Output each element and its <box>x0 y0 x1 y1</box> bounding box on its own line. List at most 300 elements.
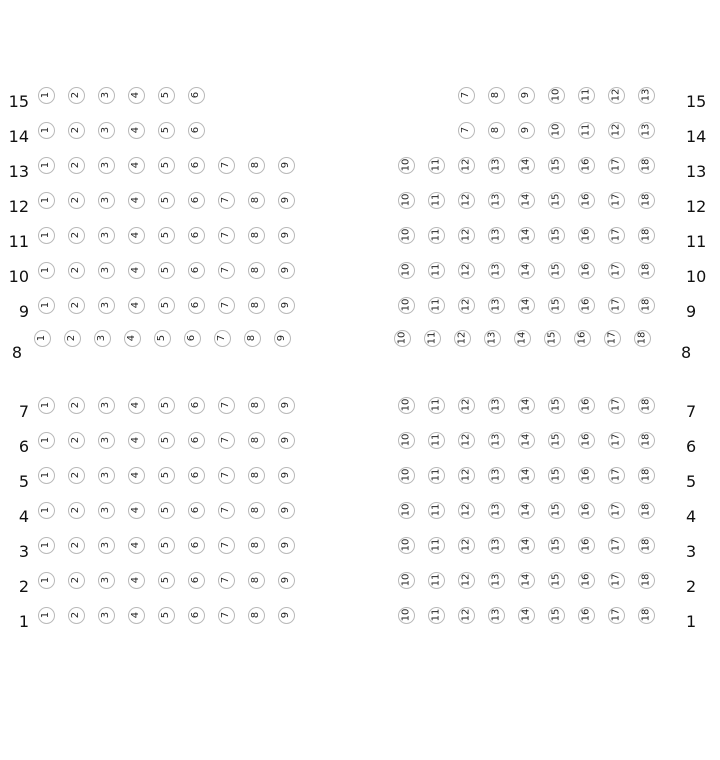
seat-row-9-15[interactable] <box>548 297 565 314</box>
seat-row-6-16[interactable] <box>578 432 595 449</box>
seat-row-1-18[interactable] <box>638 607 655 624</box>
seat-row-13-4[interactable] <box>128 157 145 174</box>
seat-row-3-15[interactable] <box>548 537 565 554</box>
seat-row-2-14[interactable] <box>518 572 535 589</box>
seat-row-6-14[interactable] <box>518 432 535 449</box>
seat-row-12-8[interactable] <box>248 192 265 209</box>
seat-row-1-3[interactable] <box>98 607 115 624</box>
seat-row-5-16[interactable] <box>578 467 595 484</box>
seat-row-11-11[interactable] <box>428 227 445 244</box>
seat-row-10-1[interactable] <box>38 262 55 279</box>
seat-row-8-4[interactable] <box>124 330 141 347</box>
seat-row-1-2[interactable] <box>68 607 85 624</box>
seat-row-15-2[interactable] <box>68 87 85 104</box>
seat-row-12-3[interactable] <box>98 192 115 209</box>
seat-row-3-3[interactable] <box>98 537 115 554</box>
seat-row-4-8[interactable] <box>248 502 265 519</box>
seat-row-9-18[interactable] <box>638 297 655 314</box>
seat-row-9-13[interactable] <box>488 297 505 314</box>
seat-row-7-13[interactable] <box>488 397 505 414</box>
seat-row-13-16[interactable] <box>578 157 595 174</box>
seat-number: 11 <box>429 433 441 447</box>
seat-number: 9 <box>276 334 287 342</box>
seat-number: 16 <box>579 263 591 277</box>
seat-row-7-4[interactable] <box>128 397 145 414</box>
seat-row-2-4[interactable] <box>128 572 145 589</box>
seat-row-2-1[interactable] <box>38 572 55 589</box>
seat-row-4-5[interactable] <box>158 502 175 519</box>
seat-row-9-3[interactable] <box>98 297 115 314</box>
seat-row-1-14[interactable] <box>518 607 535 624</box>
seat-row-9-4[interactable] <box>128 297 145 314</box>
seat-row-11-15[interactable] <box>548 227 565 244</box>
seat-row-7-15[interactable] <box>548 397 565 414</box>
seat-row-11-18[interactable] <box>638 227 655 244</box>
seat-row-10-5[interactable] <box>158 262 175 279</box>
seat-row-14-5[interactable] <box>158 122 175 139</box>
seat-row-13-10[interactable] <box>398 157 415 174</box>
seat-row-8-17[interactable] <box>604 330 621 347</box>
seat-row-11-4[interactable] <box>128 227 145 244</box>
seat-row-13-17[interactable] <box>608 157 625 174</box>
seat-row-10-13[interactable] <box>488 262 505 279</box>
seat-row-5-7[interactable] <box>218 467 235 484</box>
seat-row-12-18[interactable] <box>638 192 655 209</box>
seat-row-2-5[interactable] <box>158 572 175 589</box>
seat-row-13-12[interactable] <box>458 157 475 174</box>
seat-row-1-9[interactable] <box>278 607 295 624</box>
seat-row-3-14[interactable] <box>518 537 535 554</box>
seat-row-5-9[interactable] <box>278 467 295 484</box>
seat-number: 14 <box>519 468 531 482</box>
seat-row-6-4[interactable] <box>128 432 145 449</box>
seat-row-6-11[interactable] <box>428 432 445 449</box>
seat-row-12-7[interactable] <box>218 192 235 209</box>
seat-row-12-1[interactable] <box>38 192 55 209</box>
seat-row-3-16[interactable] <box>578 537 595 554</box>
seat-row-5-13[interactable] <box>488 467 505 484</box>
seat-number: 7 <box>220 401 231 409</box>
seat-row-11-13[interactable] <box>488 227 505 244</box>
seat-row-6-3[interactable] <box>98 432 115 449</box>
seat-row-11-12[interactable] <box>458 227 475 244</box>
seat-number: 10 <box>399 573 411 587</box>
seat-row-9-10[interactable] <box>398 297 415 314</box>
seat-row-8-15[interactable] <box>544 330 561 347</box>
seat-row-10-4[interactable] <box>128 262 145 279</box>
seat-number: 16 <box>579 468 591 482</box>
seat-row-5-1[interactable] <box>38 467 55 484</box>
seat-row-1-13[interactable] <box>488 607 505 624</box>
seat-row-1-16[interactable] <box>578 607 595 624</box>
seat-row-5-4[interactable] <box>128 467 145 484</box>
seat-row-7-7[interactable] <box>218 397 235 414</box>
seat-row-9-11[interactable] <box>428 297 445 314</box>
seat-row-5-10[interactable] <box>398 467 415 484</box>
seat-row-1-4[interactable] <box>128 607 145 624</box>
seat-row-8-8[interactable] <box>244 330 261 347</box>
seat-row-4-9[interactable] <box>278 502 295 519</box>
seat-row-15-12[interactable] <box>608 87 625 104</box>
seat-row-5-6[interactable] <box>188 467 205 484</box>
seat-row-14-10[interactable] <box>548 122 565 139</box>
seat-row-5-15[interactable] <box>548 467 565 484</box>
seat-row-11-3[interactable] <box>98 227 115 244</box>
seat-row-6-7[interactable] <box>218 432 235 449</box>
seat-number: 16 <box>579 608 591 622</box>
seat-row-9-12[interactable] <box>458 297 475 314</box>
seat-row-13-18[interactable] <box>638 157 655 174</box>
seat-row-4-18[interactable] <box>638 502 655 519</box>
seat-row-6-15[interactable] <box>548 432 565 449</box>
seat-row-8-6[interactable] <box>184 330 201 347</box>
seat-row-7-9[interactable] <box>278 397 295 414</box>
seat-row-9-7[interactable] <box>218 297 235 314</box>
seat-row-6-5[interactable] <box>158 432 175 449</box>
seat-row-10-7[interactable] <box>218 262 235 279</box>
seat-row-1-12[interactable] <box>458 607 475 624</box>
seat-row-5-2[interactable] <box>68 467 85 484</box>
seat-row-14-3[interactable] <box>98 122 115 139</box>
seat-row-11-14[interactable] <box>518 227 535 244</box>
seat-row-3-6[interactable] <box>188 537 205 554</box>
seat-row-4-3[interactable] <box>98 502 115 519</box>
seat-row-1-7[interactable] <box>218 607 235 624</box>
seat-row-2-17[interactable] <box>608 572 625 589</box>
seat-row-12-17[interactable] <box>608 192 625 209</box>
seat-row-14-8[interactable] <box>488 122 505 139</box>
seat-row-3-5[interactable] <box>158 537 175 554</box>
seat-row-1-8[interactable] <box>248 607 265 624</box>
seat-row-13-3[interactable] <box>98 157 115 174</box>
seat-row-15-8[interactable] <box>488 87 505 104</box>
seat-number: 4 <box>130 471 141 479</box>
seat-row-2-18[interactable] <box>638 572 655 589</box>
seat-row-11-2[interactable] <box>68 227 85 244</box>
seat-row-4-11[interactable] <box>428 502 445 519</box>
seat-row-13-9[interactable] <box>278 157 295 174</box>
seat-number: 16 <box>579 538 591 552</box>
seat-row-13-8[interactable] <box>248 157 265 174</box>
seat-row-8-14[interactable] <box>514 330 531 347</box>
seat-row-7-5[interactable] <box>158 397 175 414</box>
seat-row-8-9[interactable] <box>274 330 291 347</box>
seat-row-5-14[interactable] <box>518 467 535 484</box>
seat-row-14-1[interactable] <box>38 122 55 139</box>
seat-row-10-15[interactable] <box>548 262 565 279</box>
seat-row-2-3[interactable] <box>98 572 115 589</box>
seat-row-6-6[interactable] <box>188 432 205 449</box>
seat-row-1-5[interactable] <box>158 607 175 624</box>
seat-row-2-7[interactable] <box>218 572 235 589</box>
seat-number: 12 <box>459 228 471 242</box>
seat-row-12-13[interactable] <box>488 192 505 209</box>
seat-row-14-9[interactable] <box>518 122 535 139</box>
seat-number: 7 <box>220 161 231 169</box>
seat-row-15-5[interactable] <box>158 87 175 104</box>
seat-row-15-10[interactable] <box>548 87 565 104</box>
seat-row-8-5[interactable] <box>154 330 171 347</box>
seat-number: 10 <box>399 538 411 552</box>
seat-row-4-17[interactable] <box>608 502 625 519</box>
seat-row-5-8[interactable] <box>248 467 265 484</box>
seat-number: 5 <box>160 231 171 239</box>
seat-row-2-15[interactable] <box>548 572 565 589</box>
seat-row-7-14[interactable] <box>518 397 535 414</box>
seat-row-3-7[interactable] <box>218 537 235 554</box>
seat-row-5-3[interactable] <box>98 467 115 484</box>
seat-row-4-13[interactable] <box>488 502 505 519</box>
seat-row-2-2[interactable] <box>68 572 85 589</box>
seat-row-3-9[interactable] <box>278 537 295 554</box>
seat-row-12-6[interactable] <box>188 192 205 209</box>
seat-row-6-9[interactable] <box>278 432 295 449</box>
seat-row-14-7[interactable] <box>458 122 475 139</box>
seat-row-3-2[interactable] <box>68 537 85 554</box>
seat-number: 3 <box>100 266 111 274</box>
seat-row-4-10[interactable] <box>398 502 415 519</box>
seat-row-15-11[interactable] <box>578 87 595 104</box>
seat-row-5-17[interactable] <box>608 467 625 484</box>
seat-number: 18 <box>639 228 651 242</box>
seat-row-12-10[interactable] <box>398 192 415 209</box>
seat-row-14-2[interactable] <box>68 122 85 139</box>
seat-row-8-11[interactable] <box>424 330 441 347</box>
row-label-right-10: 10 <box>686 267 707 286</box>
seat-row-7-3[interactable] <box>98 397 115 414</box>
seat-row-11-5[interactable] <box>158 227 175 244</box>
seat-row-6-17[interactable] <box>608 432 625 449</box>
seat-row-3-13[interactable] <box>488 537 505 554</box>
seat-row-9-16[interactable] <box>578 297 595 314</box>
row-label-left-3: 3 <box>18 542 29 561</box>
seat-row-5-5[interactable] <box>158 467 175 484</box>
seat-row-10-2[interactable] <box>68 262 85 279</box>
seat-row-12-11[interactable] <box>428 192 445 209</box>
seat-row-15-7[interactable] <box>458 87 475 104</box>
seat-row-6-1[interactable] <box>38 432 55 449</box>
seat-row-15-4[interactable] <box>128 87 145 104</box>
seat-row-10-18[interactable] <box>638 262 655 279</box>
seat-row-8-3[interactable] <box>94 330 111 347</box>
seat-row-11-10[interactable] <box>398 227 415 244</box>
seat-row-10-11[interactable] <box>428 262 445 279</box>
seat-row-11-1[interactable] <box>38 227 55 244</box>
seat-row-13-1[interactable] <box>38 157 55 174</box>
seat-row-2-8[interactable] <box>248 572 265 589</box>
seat-number: 15 <box>549 433 561 447</box>
seat-row-3-18[interactable] <box>638 537 655 554</box>
seat-row-4-15[interactable] <box>548 502 565 519</box>
seat-row-10-3[interactable] <box>98 262 115 279</box>
seat-row-7-2[interactable] <box>68 397 85 414</box>
seat-row-13-2[interactable] <box>68 157 85 174</box>
seat-row-7-12[interactable] <box>458 397 475 414</box>
seat-row-13-5[interactable] <box>158 157 175 174</box>
seat-row-15-9[interactable] <box>518 87 535 104</box>
seat-row-10-16[interactable] <box>578 262 595 279</box>
seat-row-14-6[interactable] <box>188 122 205 139</box>
seat-row-2-11[interactable] <box>428 572 445 589</box>
seat-row-13-14[interactable] <box>518 157 535 174</box>
seat-row-8-16[interactable] <box>574 330 591 347</box>
seat-row-8-18[interactable] <box>634 330 651 347</box>
seat-row-8-13[interactable] <box>484 330 501 347</box>
seat-row-11-17[interactable] <box>608 227 625 244</box>
seat-row-11-7[interactable] <box>218 227 235 244</box>
seat-number: 17 <box>609 263 621 277</box>
seat-row-9-8[interactable] <box>248 297 265 314</box>
seat-row-12-5[interactable] <box>158 192 175 209</box>
seat-number: 7 <box>460 126 471 134</box>
seat-row-12-9[interactable] <box>278 192 295 209</box>
seat-row-12-14[interactable] <box>518 192 535 209</box>
seat-row-4-6[interactable] <box>188 502 205 519</box>
seat-row-13-7[interactable] <box>218 157 235 174</box>
seat-row-4-12[interactable] <box>458 502 475 519</box>
seat-number: 11 <box>579 88 591 102</box>
seat-row-4-2[interactable] <box>68 502 85 519</box>
seat-row-4-16[interactable] <box>578 502 595 519</box>
seat-row-3-8[interactable] <box>248 537 265 554</box>
seat-row-7-17[interactable] <box>608 397 625 414</box>
seat-row-8-7[interactable] <box>214 330 231 347</box>
seat-row-7-1[interactable] <box>38 397 55 414</box>
seat-row-8-12[interactable] <box>454 330 471 347</box>
seat-row-1-11[interactable] <box>428 607 445 624</box>
seat-row-9-9[interactable] <box>278 297 295 314</box>
seat-number: 3 <box>100 126 111 134</box>
seat-row-11-8[interactable] <box>248 227 265 244</box>
seat-row-12-16[interactable] <box>578 192 595 209</box>
seat-number: 16 <box>579 193 591 207</box>
seat-row-2-16[interactable] <box>578 572 595 589</box>
seat-row-5-12[interactable] <box>458 467 475 484</box>
seat-row-10-12[interactable] <box>458 262 475 279</box>
seat-row-2-13[interactable] <box>488 572 505 589</box>
seat-row-6-8[interactable] <box>248 432 265 449</box>
seat-number: 18 <box>639 193 651 207</box>
seat-number: 17 <box>609 298 621 312</box>
seat-row-9-17[interactable] <box>608 297 625 314</box>
seat-row-12-2[interactable] <box>68 192 85 209</box>
seat-row-4-7[interactable] <box>218 502 235 519</box>
seat-row-2-12[interactable] <box>458 572 475 589</box>
seat-row-14-12[interactable] <box>608 122 625 139</box>
seat-row-9-6[interactable] <box>188 297 205 314</box>
seat-row-6-2[interactable] <box>68 432 85 449</box>
seat-row-11-6[interactable] <box>188 227 205 244</box>
seat-row-13-11[interactable] <box>428 157 445 174</box>
seat-row-1-17[interactable] <box>608 607 625 624</box>
seat-row-7-10[interactable] <box>398 397 415 414</box>
seat-number: 8 <box>250 506 261 514</box>
seat-row-10-14[interactable] <box>518 262 535 279</box>
seat-row-5-11[interactable] <box>428 467 445 484</box>
seat-row-14-4[interactable] <box>128 122 145 139</box>
seat-row-4-14[interactable] <box>518 502 535 519</box>
seat-number: 2 <box>70 266 81 274</box>
row-label-left-15: 15 <box>8 92 29 111</box>
seat-row-15-1[interactable] <box>38 87 55 104</box>
seat-row-3-1[interactable] <box>38 537 55 554</box>
seat-row-15-6[interactable] <box>188 87 205 104</box>
seat-row-1-10[interactable] <box>398 607 415 624</box>
seat-row-7-6[interactable] <box>188 397 205 414</box>
seat-row-3-11[interactable] <box>428 537 445 554</box>
seat-row-14-11[interactable] <box>578 122 595 139</box>
seat-number: 17 <box>609 433 621 447</box>
row-label-right-9: 9 <box>686 302 697 321</box>
seat-row-2-9[interactable] <box>278 572 295 589</box>
seat-row-1-15[interactable] <box>548 607 565 624</box>
row-label-right-13: 13 <box>686 162 707 181</box>
seat-row-8-10[interactable] <box>394 330 411 347</box>
seat-row-10-17[interactable] <box>608 262 625 279</box>
seat-row-13-13[interactable] <box>488 157 505 174</box>
seat-row-7-16[interactable] <box>578 397 595 414</box>
seat-row-6-10[interactable] <box>398 432 415 449</box>
seat-row-10-6[interactable] <box>188 262 205 279</box>
seat-row-13-6[interactable] <box>188 157 205 174</box>
seat-row-4-1[interactable] <box>38 502 55 519</box>
seat-row-9-14[interactable] <box>518 297 535 314</box>
seat-number: 13 <box>489 158 501 172</box>
seat-row-6-12[interactable] <box>458 432 475 449</box>
seat-row-9-1[interactable] <box>38 297 55 314</box>
seat-row-11-16[interactable] <box>578 227 595 244</box>
seat-row-5-18[interactable] <box>638 467 655 484</box>
seat-row-12-15[interactable] <box>548 192 565 209</box>
seat-row-7-8[interactable] <box>248 397 265 414</box>
seat-row-2-6[interactable] <box>188 572 205 589</box>
seat-row-10-9[interactable] <box>278 262 295 279</box>
seat-row-1-1[interactable] <box>38 607 55 624</box>
seat-number: 10 <box>399 503 411 517</box>
seat-row-11-9[interactable] <box>278 227 295 244</box>
seat-row-13-15[interactable] <box>548 157 565 174</box>
seat-row-6-18[interactable] <box>638 432 655 449</box>
seat-number: 14 <box>519 158 531 172</box>
seat-row-14-13[interactable] <box>638 122 655 139</box>
seat-row-10-8[interactable] <box>248 262 265 279</box>
seat-row-4-4[interactable] <box>128 502 145 519</box>
seat-row-3-4[interactable] <box>128 537 145 554</box>
seat-number: 15 <box>549 538 561 552</box>
seat-row-9-2[interactable] <box>68 297 85 314</box>
seat-row-9-5[interactable] <box>158 297 175 314</box>
seat-row-15-3[interactable] <box>98 87 115 104</box>
seat-number: 11 <box>429 468 441 482</box>
seat-row-12-12[interactable] <box>458 192 475 209</box>
seat-row-6-13[interactable] <box>488 432 505 449</box>
seat-row-10-10[interactable] <box>398 262 415 279</box>
seat-number: 10 <box>399 608 411 622</box>
seat-row-7-18[interactable] <box>638 397 655 414</box>
seat-row-7-11[interactable] <box>428 397 445 414</box>
seat-row-3-10[interactable] <box>398 537 415 554</box>
seat-row-3-17[interactable] <box>608 537 625 554</box>
seat-row-15-13[interactable] <box>638 87 655 104</box>
seat-number: 9 <box>520 91 531 99</box>
seat-number: 4 <box>130 91 141 99</box>
seat-row-8-2[interactable] <box>64 330 81 347</box>
seat-row-2-10[interactable] <box>398 572 415 589</box>
seat-row-12-4[interactable] <box>128 192 145 209</box>
seat-row-3-12[interactable] <box>458 537 475 554</box>
seat-row-1-6[interactable] <box>188 607 205 624</box>
seat-row-8-1[interactable] <box>34 330 51 347</box>
